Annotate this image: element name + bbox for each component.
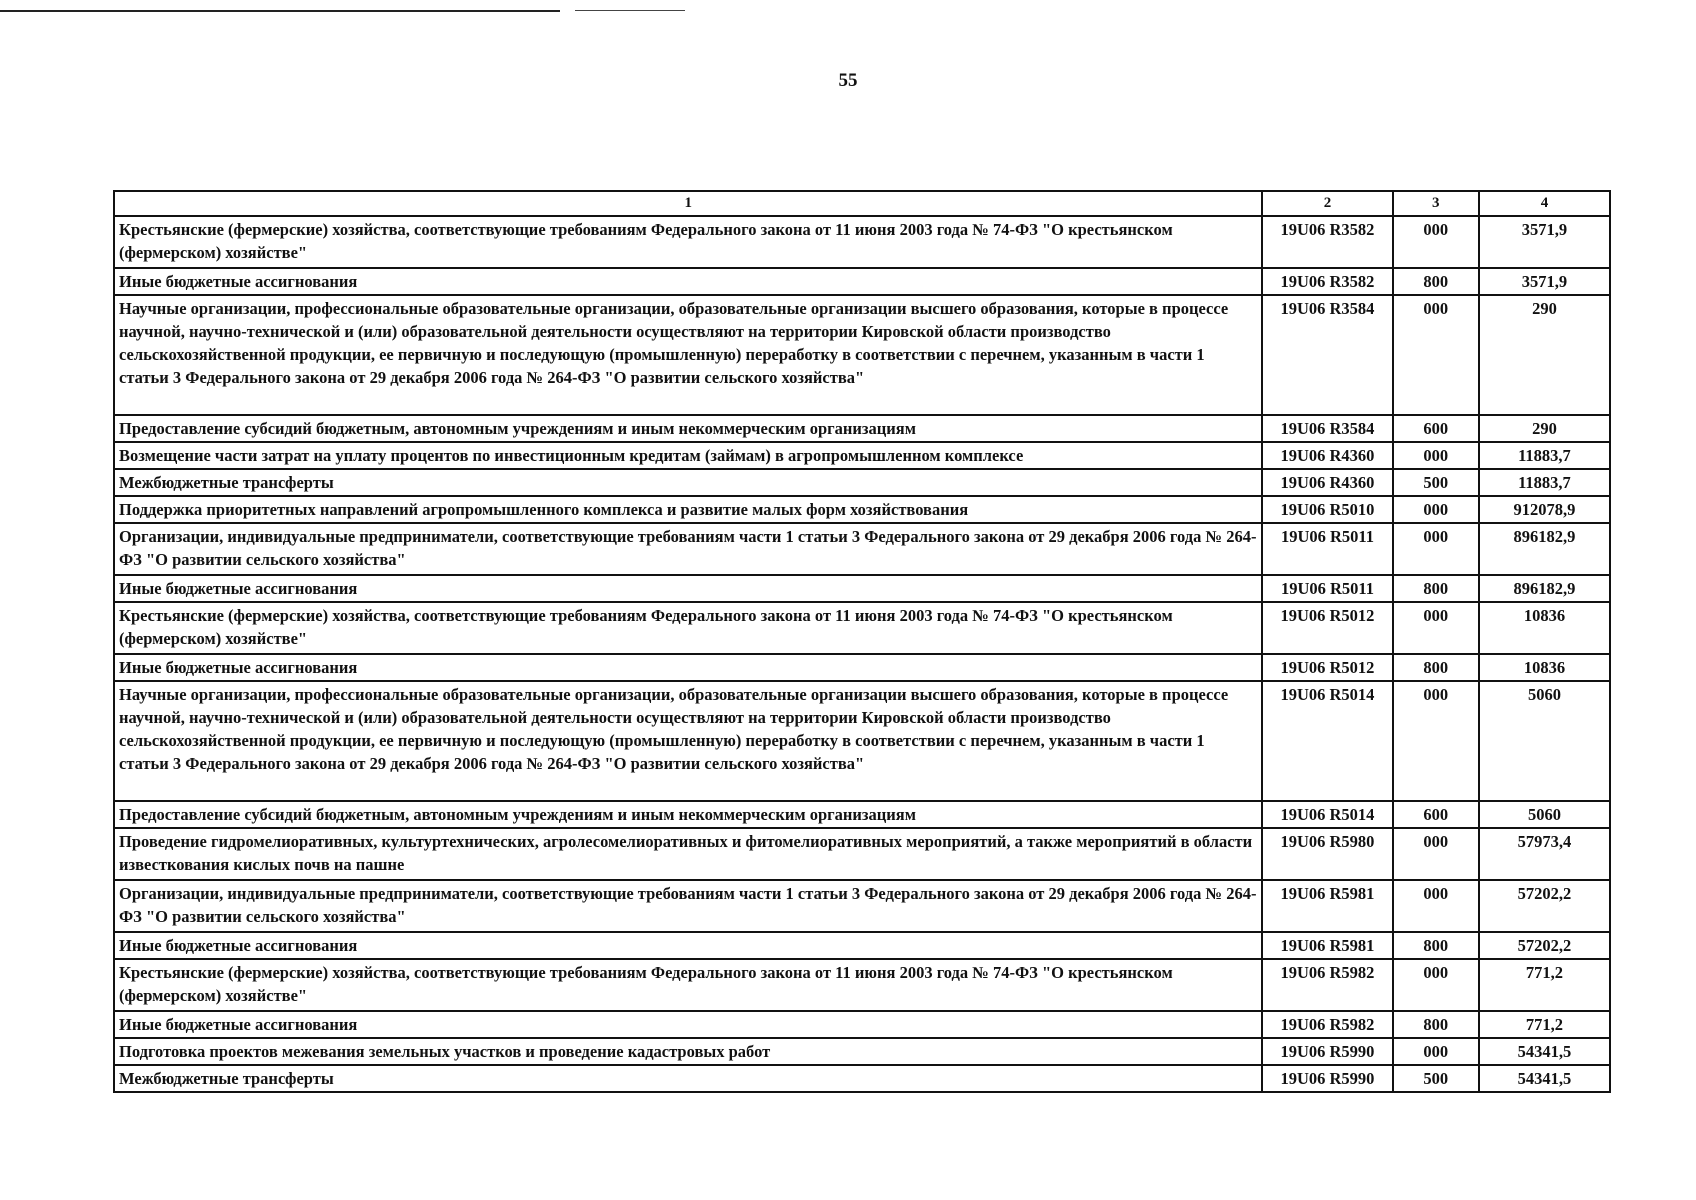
row-target-code: 19U06 R5011 [1262, 523, 1392, 575]
table-body [114, 216, 1610, 1092]
row-expense-type: 500 [1393, 469, 1479, 496]
row-amount: 10836 [1479, 602, 1610, 654]
row-expense-type: 000 [1393, 295, 1479, 415]
table-row [114, 469, 1610, 496]
row-description: Иные бюджетные ассигнования [114, 1011, 1262, 1038]
row-target-code: 19U06 R5014 [1262, 681, 1392, 801]
row-target-code: 19U06 R4360 [1262, 469, 1392, 496]
table-row [114, 496, 1610, 523]
row-amount: 912078,9 [1479, 496, 1610, 523]
row-expense-type: 000 [1393, 496, 1479, 523]
row-expense-type: 800 [1393, 1011, 1479, 1038]
row-amount: 11883,7 [1479, 469, 1610, 496]
row-description: Межбюджетные трансферты [114, 469, 1262, 496]
row-amount: 10836 [1479, 654, 1610, 681]
row-description: Крестьянские (фермерские) хозяйства, соответствующие требованиям Федерального закона от 11 июня 2003 года № 74-ФЗ "О крестьянском (фермерском) хозяйстве" [114, 959, 1262, 1011]
row-description: Научные организации, профессиональные образовательные организации, образовательные организации высшего образования, которые в процессе научной, научно-технической и (или) образовательной деятельности осуществляют на территории Кировской области производство сельскохозяйственной продукции, ее первичную и последующую (промышленную) переработку в соответствии с перечнем, указанным в части 1 статьи 3 Федерального закона от 29 декабря 2006 года № 264-ФЗ "О развитии сельского хозяйства" [114, 681, 1262, 801]
row-amount: 3571,9 [1479, 216, 1610, 268]
row-target-code: 19U06 R3584 [1262, 295, 1392, 415]
row-expense-type: 000 [1393, 681, 1479, 801]
row-expense-type: 000 [1393, 1038, 1479, 1065]
page-number: 55 [838, 70, 858, 91]
row-target-code: 19U06 R5011 [1262, 575, 1392, 602]
row-amount: 54341,5 [1479, 1038, 1610, 1065]
scan-edge-line [0, 10, 560, 12]
row-amount: 57202,2 [1479, 880, 1610, 932]
table-row [114, 654, 1610, 681]
row-description: Иные бюджетные ассигнования [114, 932, 1262, 959]
table-row [114, 1038, 1610, 1065]
row-description: Иные бюджетные ассигнования [114, 268, 1262, 295]
row-expense-type: 000 [1393, 523, 1479, 575]
row-description: Проведение гидромелиоративных, культуртехнических, агролесомелиоративных и фитомелиоративных мероприятий, а также мероприятий в области известкования кислых почв на пашне [114, 828, 1262, 880]
row-expense-type: 000 [1393, 880, 1479, 932]
row-target-code: 19U06 R5981 [1262, 880, 1392, 932]
row-target-code: 19U06 R5012 [1262, 654, 1392, 681]
row-description: Научные организации, профессиональные образовательные организации, образовательные организации высшего образования, которые в процессе научной, научно-технической и (или) образовательной деятельности осуществляют на территории Кировской области производство сельскохозяйственной продукции, ее первичную и последующую (промышленную) переработку в соответствии с перечнем, указанным в части 1 статьи 3 Федерального закона от 29 декабря 2006 года № 264-ФЗ "О развитии сельского хозяйства" [114, 295, 1262, 415]
row-description: Поддержка приоритетных направлений агропромышленного комплекса и развитие малых форм хозяйствования [114, 496, 1262, 523]
budget-table [113, 190, 1611, 1093]
table-row [114, 801, 1610, 828]
row-target-code: 19U06 R3582 [1262, 268, 1392, 295]
table-row [114, 415, 1610, 442]
row-amount: 771,2 [1479, 1011, 1610, 1038]
table-row [114, 1065, 1610, 1092]
table-row [114, 880, 1610, 932]
row-expense-type: 800 [1393, 575, 1479, 602]
table-row [114, 268, 1610, 295]
row-amount: 57973,4 [1479, 828, 1610, 880]
row-description: Крестьянские (фермерские) хозяйства, соответствующие требованиям Федерального закона от 11 июня 2003 года № 74-ФЗ "О крестьянском (фермерском) хозяйстве" [114, 216, 1262, 268]
row-description: Возмещение части затрат на уплату процентов по инвестиционным кредитам (займам) в агропромышленном комплексе [114, 442, 1262, 469]
row-description: Предоставление субсидий бюджетным, автономным учреждениям и иным некоммерческим организациям [114, 415, 1262, 442]
table-row [114, 523, 1610, 575]
row-description: Межбюджетные трансферты [114, 1065, 1262, 1092]
row-description: Организации, индивидуальные предприниматели, соответствующие требованиям части 1 статьи 3 Федерального закона от 29 декабря 2006 года № 264-ФЗ "О развитии сельского хозяйства" [114, 880, 1262, 932]
row-amount: 896182,9 [1479, 523, 1610, 575]
table-row [114, 959, 1610, 1011]
table-row [114, 575, 1610, 602]
row-expense-type: 000 [1393, 216, 1479, 268]
row-target-code: 19U06 R5990 [1262, 1065, 1392, 1092]
row-amount: 5060 [1479, 681, 1610, 801]
row-target-code: 19U06 R5990 [1262, 1038, 1392, 1065]
row-target-code: 19U06 R4360 [1262, 442, 1392, 469]
row-expense-type: 800 [1393, 932, 1479, 959]
row-amount: 5060 [1479, 801, 1610, 828]
row-amount: 57202,2 [1479, 932, 1610, 959]
row-expense-type: 500 [1393, 1065, 1479, 1092]
row-expense-type: 600 [1393, 801, 1479, 828]
row-target-code: 19U06 R5014 [1262, 801, 1392, 828]
row-target-code: 19U06 R5982 [1262, 1011, 1392, 1038]
table-row [114, 295, 1610, 415]
row-description: Предоставление субсидий бюджетным, автономным учреждениям и иным некоммерческим организациям [114, 801, 1262, 828]
table-header-row [114, 191, 1610, 216]
row-amount: 54341,5 [1479, 1065, 1610, 1092]
table-row [114, 932, 1610, 959]
table-row [114, 602, 1610, 654]
row-target-code: 19U06 R5982 [1262, 959, 1392, 1011]
row-description: Иные бюджетные ассигнования [114, 654, 1262, 681]
row-expense-type: 000 [1393, 442, 1479, 469]
row-expense-type: 800 [1393, 268, 1479, 295]
row-description: Иные бюджетные ассигнования [114, 575, 1262, 602]
row-expense-type: 000 [1393, 828, 1479, 880]
scan-edge-line [575, 10, 685, 11]
row-target-code: 19U06 R3584 [1262, 415, 1392, 442]
row-amount: 290 [1479, 415, 1610, 442]
row-amount: 3571,9 [1479, 268, 1610, 295]
table-row [114, 828, 1610, 880]
header-cell: 1 [114, 191, 1262, 216]
row-amount: 896182,9 [1479, 575, 1610, 602]
row-description: Крестьянские (фермерские) хозяйства, соответствующие требованиям Федерального закона от 11 июня 2003 года № 74-ФЗ "О крестьянском (фермерском) хозяйстве" [114, 602, 1262, 654]
header-cell: 2 [1262, 191, 1392, 216]
row-amount: 771,2 [1479, 959, 1610, 1011]
table-row [114, 681, 1610, 801]
row-expense-type: 000 [1393, 959, 1479, 1011]
row-target-code: 19U06 R5981 [1262, 932, 1392, 959]
table-row [114, 1011, 1610, 1038]
header-cell: 4 [1479, 191, 1610, 216]
row-target-code: 19U06 R5012 [1262, 602, 1392, 654]
table-row [114, 216, 1610, 268]
row-expense-type: 600 [1393, 415, 1479, 442]
row-description: Подготовка проектов межевания земельных участков и проведение кадастровых работ [114, 1038, 1262, 1065]
row-target-code: 19U06 R3582 [1262, 216, 1392, 268]
row-amount: 290 [1479, 295, 1610, 415]
header-cell: 3 [1393, 191, 1479, 216]
table-row [114, 442, 1610, 469]
row-target-code: 19U06 R5980 [1262, 828, 1392, 880]
row-expense-type: 000 [1393, 602, 1479, 654]
row-amount: 11883,7 [1479, 442, 1610, 469]
row-description: Организации, индивидуальные предприниматели, соответствующие требованиям части 1 статьи 3 Федерального закона от 29 декабря 2006 года № 264-ФЗ "О развитии сельского хозяйства" [114, 523, 1262, 575]
row-expense-type: 800 [1393, 654, 1479, 681]
row-target-code: 19U06 R5010 [1262, 496, 1392, 523]
